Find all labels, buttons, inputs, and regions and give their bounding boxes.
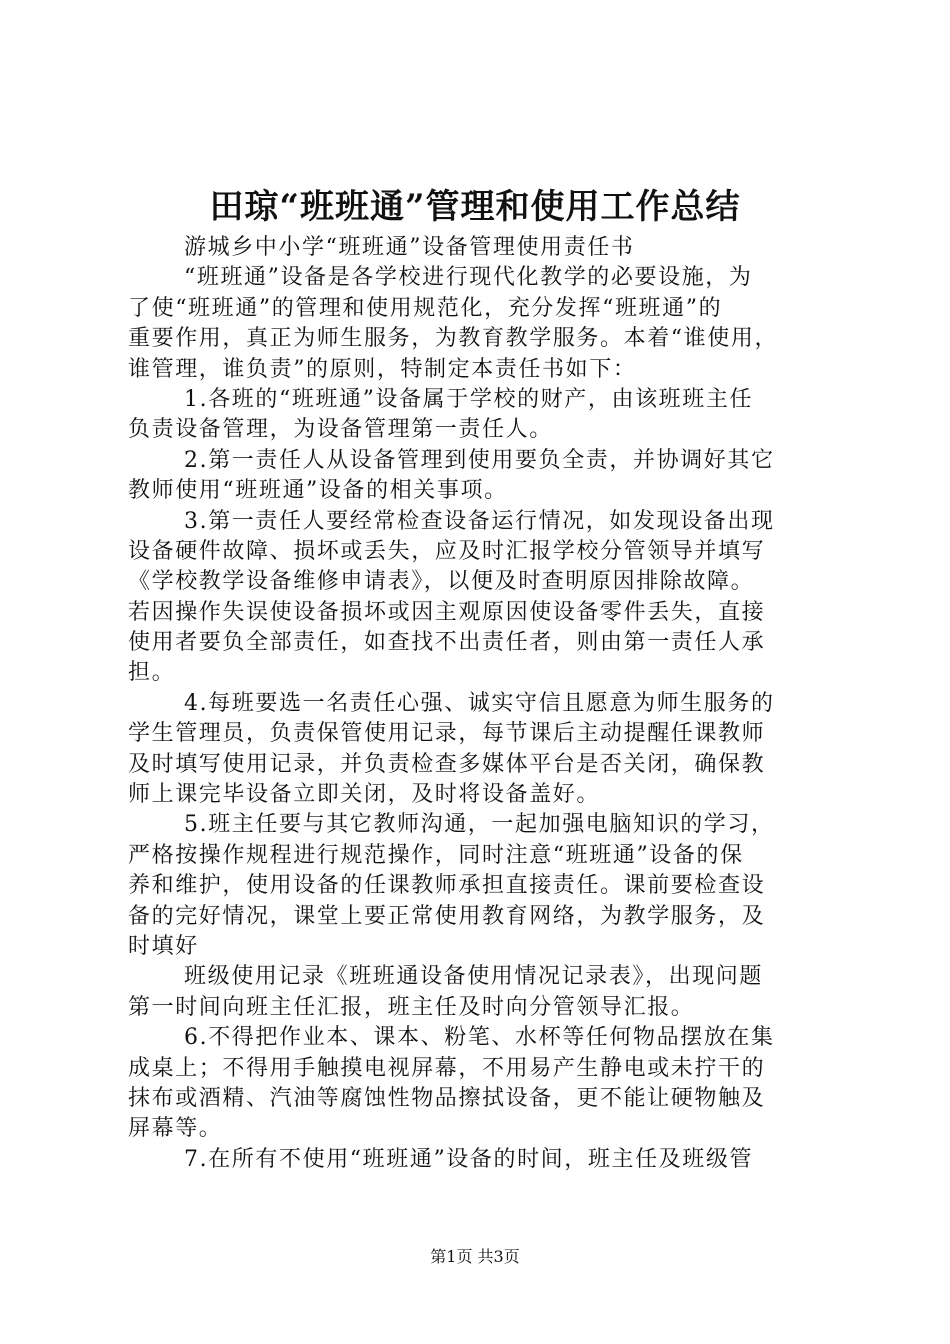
body-line: 学生管理员，负责保管使用记录，每节课后主动提醒任课教师 <box>128 721 766 747</box>
body-line: 屏幕等。 <box>128 1116 223 1142</box>
body-line: 了使“班班通”的管理和使用规范化，充分发挥“班班通”的 <box>128 295 723 321</box>
body-line: 第一时间向班主任汇报，班主任及时向分管领导汇报。 <box>128 994 695 1020</box>
body-line: 3.第一责任人要经常检查设备运行情况，如发现设备出现 <box>184 508 775 534</box>
body-line: “班班通”设备是各学校进行现代化教学的必要设施，为 <box>184 265 753 291</box>
body-line: 严格按操作规程进行规范操作，同时注意“班班通”设备的保 <box>128 842 744 868</box>
body-line: 教师使用“班班通”设备的相关事项。 <box>128 478 508 504</box>
body-line: 养和维护，使用设备的任课教师承担直接责任。课前要检查设 <box>128 873 766 899</box>
document-title: 田琼“班班通”管理和使用工作总结 <box>209 187 741 227</box>
body-line: 负责设备管理，为设备管理第一责任人。 <box>128 417 553 443</box>
body-line: 师上课完毕设备立即关闭，及时将设备盖好。 <box>128 782 601 808</box>
body-line: 6.不得把作业本、课本、粉笔、水杯等任何物品摆放在集 <box>184 1025 775 1051</box>
body-line: 时填好 <box>128 933 199 959</box>
body-line: 《学校教学设备维修申请表》，以便及时查明原因排除故障。 <box>128 569 755 595</box>
body-line: 使用者要负全部责任，如查找不出责任者，则由第一责任人承 <box>128 630 766 656</box>
page-footer: 第1页 共3页 <box>430 1247 520 1266</box>
body-line: 若因操作失误使设备损坏或因主观原因使设备零件丢失，直接 <box>128 599 766 625</box>
body-line: 班级使用记录《班班通设备使用情况记录表》，出现问题 <box>184 964 764 990</box>
document-body <box>128 233 828 1175</box>
body-line: 2.第一责任人从设备管理到使用要负全责，并协调好其它 <box>184 447 775 473</box>
body-line: 游城乡中小学“班班通”设备管理使用责任书 <box>184 235 635 260</box>
body-line: 及时填写使用记录，并负责检查多媒体平台是否关闭，确保教 <box>128 751 766 777</box>
body-line: 成桌上；不得用手触摸电视屏幕，不用易产生静电或未拧干的 <box>128 1055 766 1081</box>
body-line: 1.各班的“班班通”设备属于学校的财产，由该班班主任 <box>184 386 754 412</box>
body-line: 4.每班要选一名责任心强、诚实守信且愿意为师生服务的 <box>184 690 775 716</box>
body-line: 7.在所有不使用“班班通”设备的时间，班主任及班级管 <box>184 1146 754 1172</box>
body-line: 设备硬件故障、损坏或丢失，应及时汇报学校分管领导并填写 <box>128 538 766 564</box>
body-line: 抹布或酒精、汽油等腐蚀性物品擦拭设备，更不能让硬物触及 <box>128 1085 766 1111</box>
body-line: 担。 <box>128 660 176 686</box>
body-line: 谁管理，谁负责”的原则，特制定本责任书如下： <box>128 356 637 382</box>
body-line: 重要作用，真正为师生服务，为教育教学服务。本着“谁使用， <box>128 326 779 352</box>
body-line: 5.班主任要与其它教师沟通，一起加强电脑知识的学习， <box>184 812 775 838</box>
body-line: 备的完好情况，课堂上要正常使用教育网络，为教学服务，及 <box>128 903 766 929</box>
